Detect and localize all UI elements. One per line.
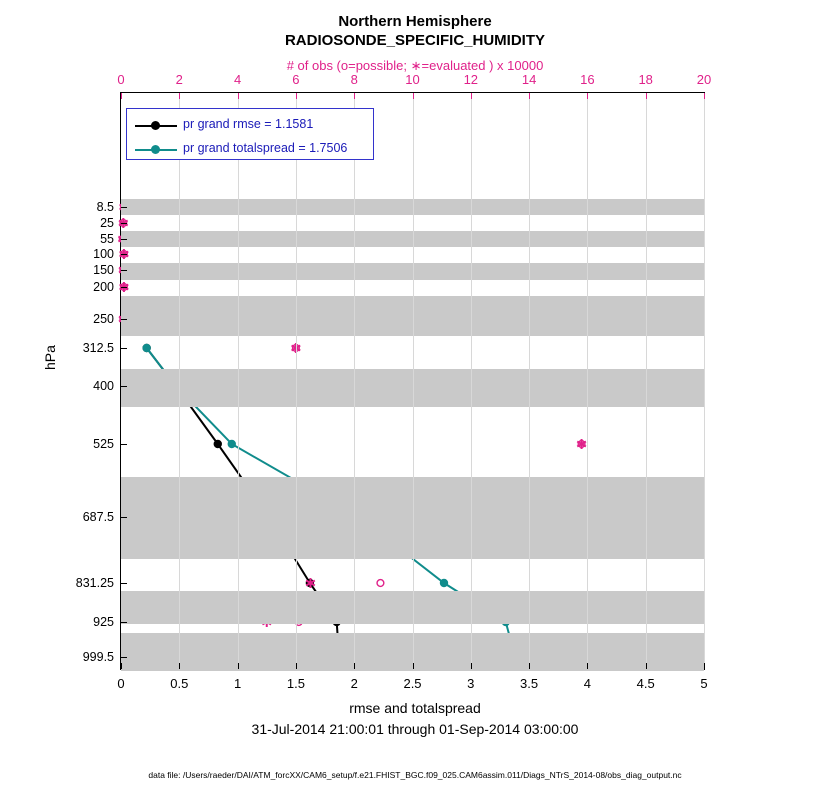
top-x-tick-label: 4 [233,72,242,87]
legend-item[interactable] [127,113,373,139]
series-marker [142,344,150,352]
y-tick-label: 525 [93,437,114,451]
x-tick [529,663,530,669]
legend [126,108,374,160]
x-tick-label: 3 [467,676,475,691]
x-axis-title: rmse and totalspread [349,700,481,716]
y-tick [121,207,127,208]
obs-possible-marker [377,580,384,587]
x-gridline [646,93,647,669]
top-x-tick [471,93,472,99]
x-tick [646,663,647,669]
x-tick [296,663,297,669]
x-tick-label: 1.5 [286,676,305,691]
y-tick [121,444,127,445]
x-tick [121,663,122,669]
y-tick [121,583,127,584]
y-tick-label: 400 [93,379,114,393]
y-tick [121,319,127,320]
top-x-tick [529,93,530,99]
top-x-tick [413,93,414,99]
top-x-tick [296,93,297,99]
title-line-2: RADIOSONDE_SPECIFIC_HUMIDITY [284,32,546,49]
y-tick-label: 25 [100,216,114,230]
x-tick [587,663,588,669]
y-tick [121,270,127,271]
top-x-tick [238,93,239,99]
top-x-tick [179,93,180,99]
top-x-tick [354,93,355,99]
x-tick-label: 0 [117,676,125,691]
x-tick-label: 0.5 [170,676,189,691]
x-gridline [529,93,530,669]
top-x-tick [587,93,588,99]
top-x-tick-label: 8 [350,72,358,87]
x-gridline [354,93,355,669]
y-tick [121,622,127,623]
y-tick [121,657,127,658]
top-axis-title: # of obs (o=possible; ∗=evaluated ) x 10000 [286,58,544,73]
legend-item[interactable] [127,137,373,163]
top-x-tick-label: 16 [580,72,595,87]
y-tick-label: 250 [93,312,114,326]
x-tick-label: 5 [700,676,708,691]
x-tick-label: 4.5 [636,676,655,691]
y-tick-label: 925 [93,615,114,629]
top-x-tick-label: 12 [463,72,479,87]
x-tick [704,663,705,669]
x-tick-label: 2 [350,676,358,691]
x-tick-label: 2.5 [403,676,422,691]
y-axis-title: hPa [42,345,58,370]
x-gridline [587,93,588,669]
y-tick [121,287,127,288]
x-gridline [471,93,472,669]
series-marker [440,579,448,587]
title-line-1: Northern Hemisphere [338,13,492,30]
x-gridline [296,93,297,669]
y-tick [121,348,127,349]
y-tick-label: 150 [93,263,114,277]
legend-label: pr grand rmse = 1.1581 [183,117,314,131]
y-tick-label: 831.25 [75,576,114,590]
data-file-footer: data file: /Users/raeder/DAI/ATM_forcXX/CAM6_setup/f.e21.FHIST_BGC.f09_025.CAM6assim.011/Diags_NTrS_2014-08/obs_diag_output.nc [148,770,682,780]
plot-area [120,92,705,670]
top-x-tick-label: 0 [117,72,125,87]
x-tick [471,663,472,669]
top-x-tick-label: 10 [405,72,420,87]
chart-title [0,12,830,50]
legend-dot-swatch [151,121,160,130]
y-tick [121,517,127,518]
top-x-tick-label: 14 [521,72,537,87]
top-x-tick [121,93,122,99]
series-marker [228,440,236,448]
y-tick-label: 687.5 [82,510,114,524]
date-range-subtitle: 31-Jul-2014 21:00:01 through 01-Sep-2014 03:00:00 [251,721,579,737]
series-marker [214,440,222,448]
x-tick-label: 1 [233,676,242,691]
x-tick [354,663,355,669]
y-tick-label: 55 [100,232,114,246]
legend-dot-swatch [151,145,160,154]
y-tick-label: 100 [93,247,114,261]
y-tick [121,386,127,387]
x-tick [238,663,239,669]
y-tick [121,239,127,240]
x-tick [179,663,180,669]
y-tick-label: 999.5 [82,650,114,664]
y-tick-label: 8.5 [96,200,114,214]
x-gridline [413,93,414,669]
top-x-tick-label: 20 [696,72,712,87]
legend-label: pr grand totalspread = 1.7506 [183,141,348,155]
y-tick-label: 312.5 [82,341,114,355]
y-tick [121,223,127,224]
x-gridline [179,93,180,669]
x-tick-label: 3.5 [520,676,539,691]
top-x-tick [704,93,705,99]
x-tick [413,663,414,669]
top-x-tick-label: 18 [638,72,653,87]
x-gridline [238,93,239,669]
x-gridline [704,93,705,669]
y-tick-label: 200 [93,280,114,294]
top-x-tick-label: 6 [292,72,300,87]
y-tick [121,254,127,255]
top-x-tick [646,93,647,99]
top-x-tick-label: 2 [175,72,183,87]
x-tick-label: 4 [583,676,592,691]
